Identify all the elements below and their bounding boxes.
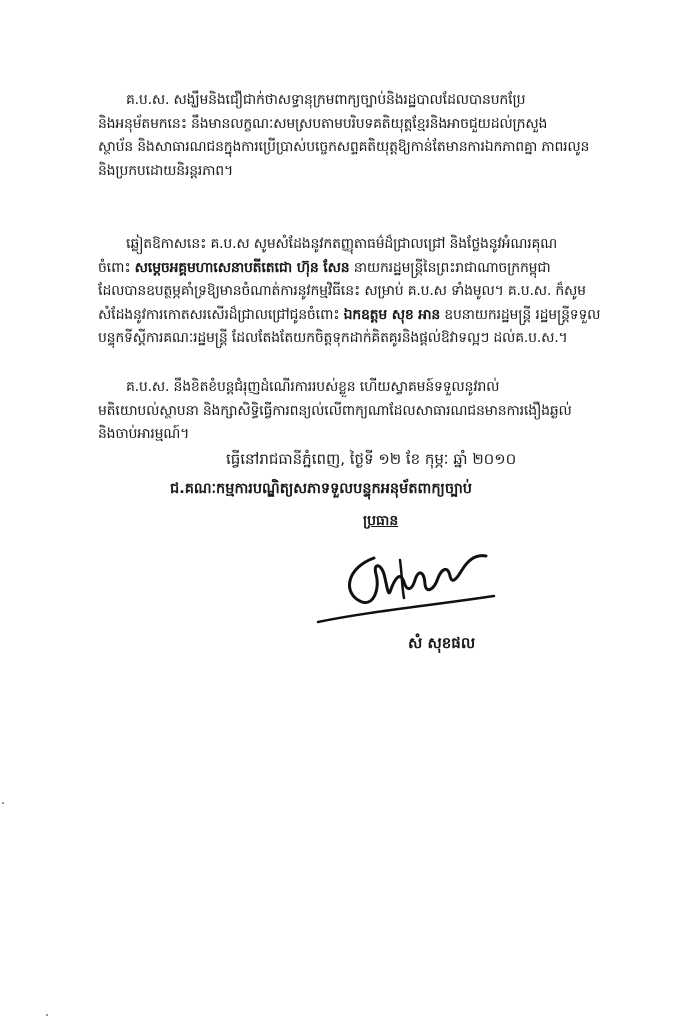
text-line: ស្ថាប័ន និងសាធារណជនក្នុងការប្រើប្រាស់បច្ចេកសព្ទគតិយុត្តឱ្យកាន់តែមានការឯកភាពគ្នា ភាពរលូន <box>98 139 590 156</box>
text-run: នាយករដ្ឋមន្ត្រីនៃព្រះរាជាណាចក្រកម្ពុជា <box>349 259 551 276</box>
scan-speck <box>2 802 4 804</box>
text-line <box>98 280 643 304</box>
paragraph-gratitude <box>98 233 643 351</box>
text-run: សំដែងនូវការកោតសរសើរដ៏ជ្រាលជ្រៅជូនចំពោះ <box>98 306 344 323</box>
handwritten-signature <box>316 540 526 626</box>
signer-name: សំ សុខផល <box>408 634 476 652</box>
text-line <box>98 233 643 257</box>
text-run: បន្ទុកទីស្តីការគណៈរដ្ឋមន្ត្រី ដែលតែងតែយកចិត្តទុកដាក់គិតគូរនិងផ្តល់ឱវាទល្អៗ ដល់គ.ប.ស.។ <box>98 330 568 347</box>
text-line <box>98 304 643 328</box>
text-run: ឆ្លៀតឱកាសនេះ គ.ប.ស សូមសំដែងនូវកតញ្ញុតាធម៌ដ៏ជ្រាលជ្រៅ និងថ្លែងនូវអំណរគុណ <box>126 236 558 252</box>
honoree-name: ឯកឧត្តម សុខ អាន <box>343 306 441 323</box>
text-line: មតិយោបល់ស្ថាបនា និងក្សាសិទ្ធិធ្វើការពន្យល់លើពាក្យណាដែលសាធារណជនមានការងឿងឆ្ងល់ <box>98 402 572 419</box>
text-line: និងអនុម័តមកនេះ នឹងមានលក្ខណៈសមស្របតាមបរិបទគតិយុត្តខ្មែរនិងអាចជួយដល់ក្រសួង <box>98 115 548 132</box>
text-run: ដែលបានឧបត្ថម្ភគាំទ្រឱ្យមានចំណាត់ការនូវកម្មវិធីនេះ សម្រាប់ គ.ប.ស ទាំងមូល។ គ.ប.ស. ក៏សូម <box>98 283 586 300</box>
text-line <box>98 327 643 351</box>
scan-speck <box>46 1014 48 1016</box>
text-line: និងចាប់អារម្មណ៍។ <box>98 426 190 443</box>
organization-title: ជ.គណៈកម្មការបណ្ឌិត្យសភាទទួលបន្ទុកអនុម័តពាក្យច្បាប់ <box>170 481 472 497</box>
text-run: ចំពោះ <box>98 259 135 276</box>
text-run: ឧបនាយករដ្ឋមន្ត្រី រដ្ឋមន្ត្រីទទួល <box>440 306 601 323</box>
paragraph-closing-hope <box>98 89 643 183</box>
honoree-name: សម្តេចអគ្គមហាសេនាបតីតេជោ ហ៊ុន សែន <box>134 259 350 276</box>
text-line: គ.ប.ស. សង្ឃឹមនិងជឿជាក់ថាសទ្ធានុក្រមពាក្យច្បាប់និងរដ្ឋបាលដែលបានបកប្រែ <box>126 92 526 108</box>
text-line: គ.ប.ស. នឹងខិតខំបន្តជំរុញដំណើរការរបស់ខ្លួន ហើយស្វាគមន៍ទទួលនូវរាល់ <box>126 379 500 395</box>
date-line: ធ្វើនៅរាជធានីភ្នំពេញ, ថ្ងៃទី ១២ ខែ កុម្ភៈ ឆ្នាំ ២០១០ <box>226 450 517 468</box>
text-line <box>98 257 643 281</box>
text-line: និងប្រកបដោយនិរន្តរភាព។ <box>98 162 234 179</box>
signatory-role: ប្រធាន <box>363 513 399 529</box>
paragraph-commitment <box>98 376 643 447</box>
